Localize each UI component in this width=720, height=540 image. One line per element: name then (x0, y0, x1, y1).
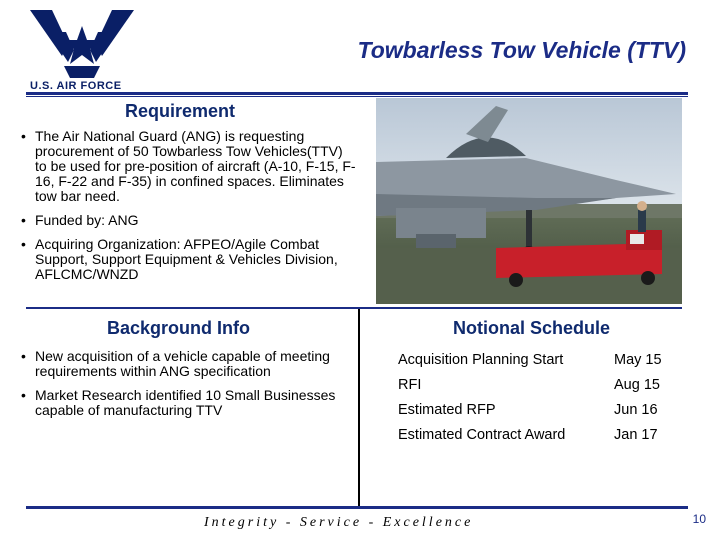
schedule-row (398, 347, 698, 372)
schedule-milestone: Estimated RFP (398, 401, 496, 418)
background-list (16, 349, 352, 427)
schedule-heading: Notional Schedule (453, 318, 611, 338)
list-item: • Acquiring Organization: AFPEO/Agile Combat Support, Support Equipment & Vehicles Division, AFLCMC/WNZD (21, 236, 338, 282)
list-item: • Funded by: ANG (21, 212, 139, 228)
list-item: • The Air National Guard (ANG) is requesting procurement of 50 Towbarless Tow Vehicles(TTV) to be used for pre-position of aircraft (A-10, F-15, F-16, F-22 and F-35) in confined spaces. Eliminates tow bar need. (21, 128, 356, 204)
air-force-wordmark: U.S. AIR FORCE (30, 80, 122, 92)
list-item: • New acquisition of a vehicle capable of meeting requirements within ANG specification (21, 348, 330, 379)
page-number: 10 (692, 512, 706, 526)
schedule-row (398, 372, 698, 397)
requirement-heading: Requirement (125, 101, 236, 121)
bullet-text: Acquiring Organization: AFPEO/Agile Combat Support, Support Equipment & Vehicles Division, AFLCMC/WNZD (35, 236, 338, 282)
schedule-milestone: Acquisition Planning Start (398, 351, 564, 368)
schedule-table (398, 347, 698, 447)
bullet-text: Funded by: ANG (35, 212, 139, 228)
section-rule (26, 307, 682, 309)
header-rule (26, 92, 688, 95)
schedule-date: Jan 17 (614, 426, 658, 443)
schedule-date: Aug 15 (614, 376, 660, 393)
column-divider (358, 309, 360, 507)
background-heading: Background Info (107, 318, 250, 338)
bullet-text: Market Research identified 10 Small Businesses capable of manufacturing TTV (35, 387, 336, 418)
footer-rule (26, 506, 688, 509)
slide-title: Towbarless Tow Vehicle (TTV) (357, 37, 686, 63)
bullet-text: New acquisition of a vehicle capable of meeting requirements within ANG specification (35, 348, 330, 379)
aircraft-tow-vehicle-photo (376, 98, 682, 304)
schedule-row (398, 422, 698, 447)
schedule-row (398, 397, 698, 422)
requirement-list (16, 129, 356, 291)
footer-motto: Integrity - Service - Excellence (204, 515, 474, 530)
header-rule-thin (26, 96, 688, 97)
list-item: • Market Research identified 10 Small Businesses capable of manufacturing TTV (21, 387, 336, 418)
bullet-text: The Air National Guard (ANG) is requesting procurement of 50 Towbarless Tow Vehicles(TTV) to be used for pre-position of aircraft (A-10, F-15, F-16, F-22 and F-35) in confined spaces. Eliminates tow bar need. (35, 128, 356, 204)
schedule-milestone: Estimated Contract Award (398, 426, 566, 443)
schedule-date: Jun 16 (614, 401, 658, 418)
schedule-date: May 15 (614, 351, 662, 368)
schedule-milestone: RFI (398, 376, 422, 393)
